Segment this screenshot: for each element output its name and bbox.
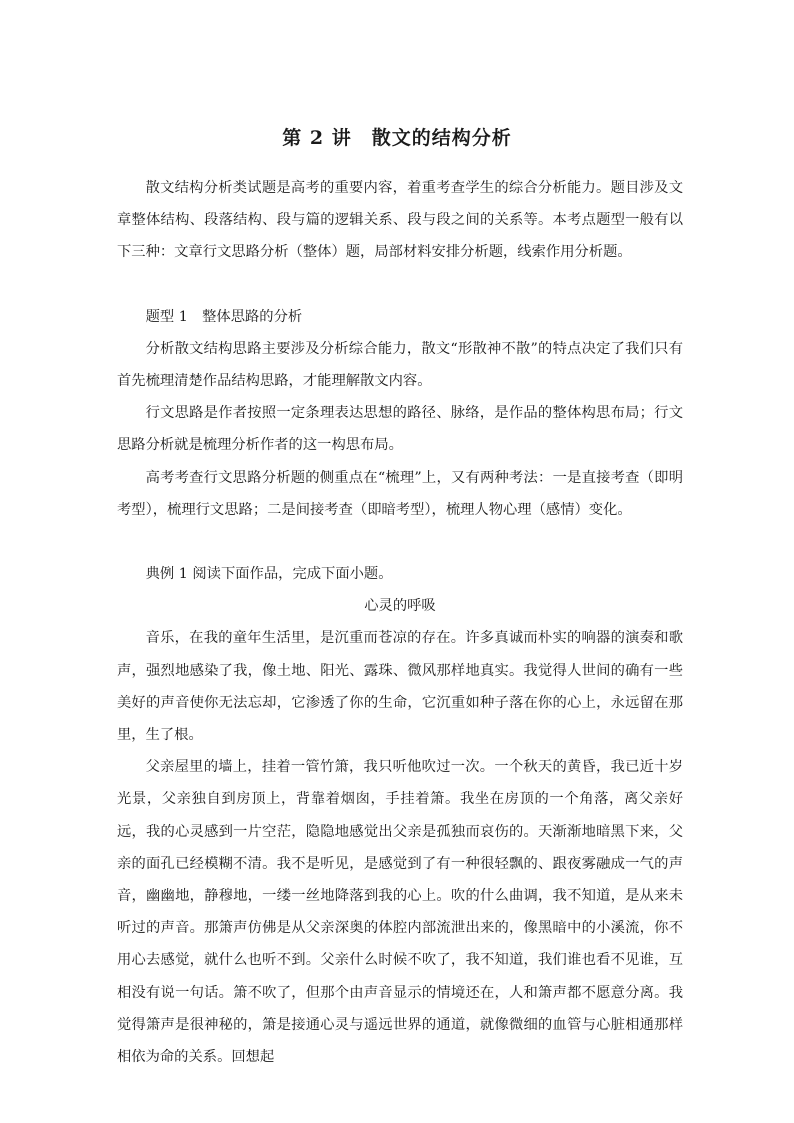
essay-paragraph: 父亲屋里的墙上，挂着一管竹箫，我只听他吹过一次。一个秋天的黄昏，我已近十岁光景，父亲独自到房顶上，背靠着烟囱，手挂着箫。我坐在房顶的一个角落，离父亲好远，我的心灵感到一片空茫，隐隐地感觉出父亲是孤独而哀伤的。天渐渐地暗黑下来，父亲的面孔已经模糊不清。我不是听见，是感觉到了有一种很轻飘的、跟夜雾融成一气的声音，幽幽地，静穆地，一缕一丝地降落到我的心上。吹的什么曲调，我不知道，是从来未听过的声音。那箫声仿佛是从父亲深奥的体腔内部流泄出来的，像黑暗中的小溪流，你不用心去感觉，就什么也听不到。父亲什么时候不吹了，我不知道，我们谁也看不见谁，互相没有说一句话。箫不吹了，但那个由声音显示的情境还在，人和箫声都不愿意分离。我觉得箫声是很神秘的，箫是接通心灵与遥远世界的通道，就像微细的血管与心脏相通那样相依为命的关系。回想起 — [117, 759, 683, 1066]
section-paragraph: 分析散文结构思路主要涉及分析综合能力，散文“形散神不散”的特点决定了我们只有首先梳理清楚作品结构思路，才能理解散文内容。 — [117, 340, 683, 390]
example-label: 典例 1 阅读下面作品，完成下面小题。 — [145, 566, 393, 583]
essay-paragraph: 音乐，在我的童年生活里，是沉重而苍凉的存在。许多真诚而朴实的响器的演奏和歌声，强烈地感染了我，像土地、阳光、露珠、微风那样地真实。我觉得人世间的确有一些美好的声音使你无法忘却，它渗透了你的生命，它沉重如种子落在你的心上，永远留在那里，生了根。 — [117, 630, 683, 744]
page-title: 第 2 讲 散文的结构分析 — [282, 127, 512, 149]
document-body — [117, 172, 683, 1073]
section-heading: 题型 1 整体思路的分析 — [145, 308, 303, 325]
essay-title: 心灵的呼吸 — [364, 598, 436, 615]
section-paragraph: 高考考查行文思路分析题的侧重点在“梳理”上，又有两种考法：一是直接考查（即明考型），梳理行文思路；二是间接考查（即暗考型），梳理人物心理（感情）变化。 — [117, 469, 683, 518]
intro-paragraph: 散文结构分析类试题是高考的重要内容，着重考查学生的综合分析能力。题目涉及文章整体结构、段落结构、段与篇的逻辑关系、段与段之间的关系等。本考点题型一般有以下三种：文章行文思路分析（整体）题，局部材料安排分析题，线索作用分析题。 — [117, 180, 683, 261]
section-paragraph: 行文思路是作者按照一定条理表达思想的路径、脉络，是作品的整体构思布局；行文思路分析就是梳理分析作者的这一构思布局。 — [117, 405, 683, 454]
